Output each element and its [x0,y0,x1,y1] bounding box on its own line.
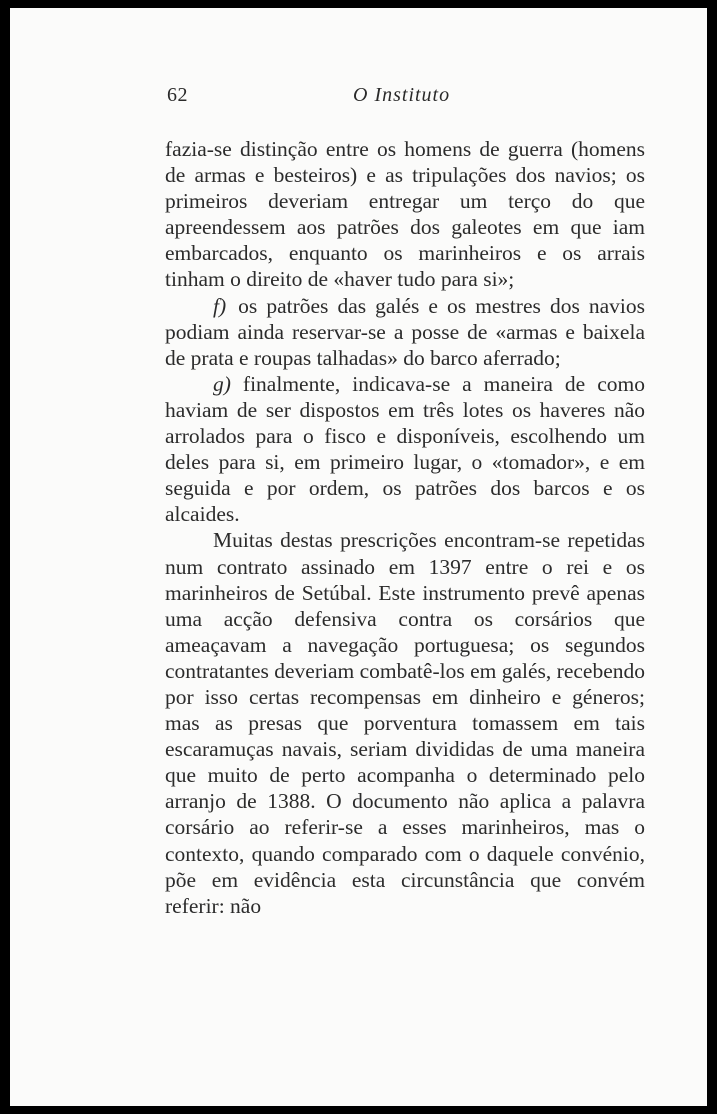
page-header [167,84,655,114]
paragraph-text: Muitas destas prescrições encontram-se repetidas num contrato assinado em 1397 entre o rei e os marinheiros de Setúbal. Este instrumento prevê apenas uma acção defensiva contra os corsários que ameaçavam a navegação portuguesa; os segundos contratantes deveriam combatê-los em galés, recebendo por isso certas recompensas em dinheiro e géneros; mas as presas que porventura tomassem em tais escaramuças navais, seriam divididas de uma maneira que muito de perto acompanha o determinado pelo arranjo de 1388. O documento não aplica a palavra corsário ao referir-se a esses marinheiros, mas o contexto, quando comparado com o daquele convénio, põe em evidência esta circunstância que convém referir: não [165,528,645,918]
item-marker: f) [213,293,227,318]
paragraph-item-f [165,293,645,371]
paragraph-text: os patrões das galés e os mestres dos navios podiam ainda reservar-se a posse de «armas e baixela de prata e roupas talhadas» do barco aferrado; [165,293,645,370]
paragraph-text: finalmente, indicava-se a maneira de como haviam de ser dispostos em três lotes os haveres não arrolados para o fisco e disponíveis, escolhendo um deles para si, em primeiro lugar, o «tomador», e em seguida e por ordem, os patrões dos barcos e os alcaides. [165,371,645,527]
body-text [165,136,645,919]
paragraph-item-g [165,371,645,528]
paragraph-main [165,527,645,918]
paragraph-continuation [165,136,645,293]
book-page [10,8,707,1106]
running-title: O Instituto [353,84,451,106]
item-marker: g) [213,371,231,396]
page-number: 62 [167,84,188,106]
paragraph-text: fazia-se distinção entre os homens de guerra (homens de armas e besteiros) e as tripulações dos navios; os primeiros deveriam entregar um terço do que apreendessem aos patrões dos galeotes em que iam embarcados, enquanto os marinheiros e os arrais tinham o direito de «haver tudo para si»; [165,137,645,292]
